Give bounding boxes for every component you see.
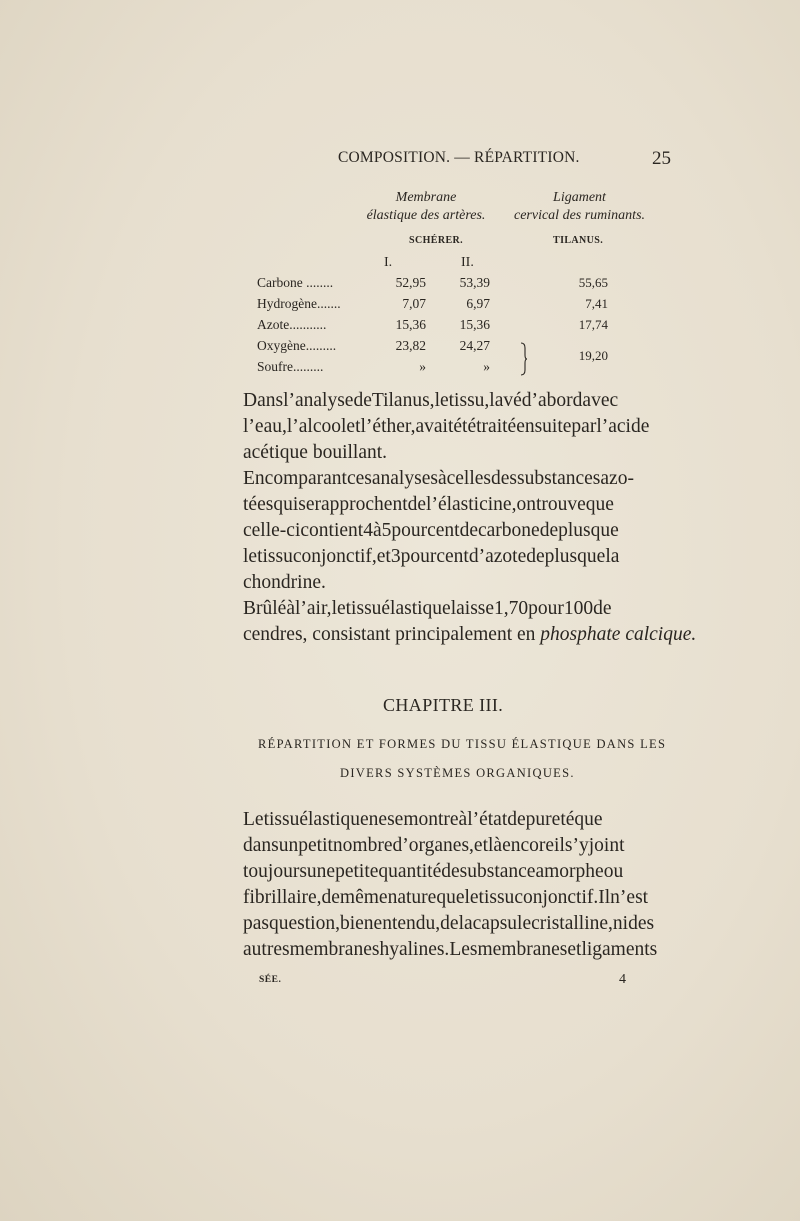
- value-scherer-i: »: [419, 359, 426, 374]
- sheet-number: 4: [619, 972, 626, 987]
- text-line: pasquestion,bienentendu,delacapsulecristalline,nides: [243, 913, 655, 934]
- subcolumn-i: I.: [384, 255, 393, 270]
- italic-term: phosphate calcique.: [540, 624, 697, 645]
- column-heading-ligament: [502, 189, 657, 225]
- paragraph: [243, 596, 697, 648]
- column-heading-line: cervical des ruminants.: [513, 208, 646, 223]
- value-tilanus: 7,41: [585, 296, 608, 311]
- page-number: 25: [652, 148, 671, 169]
- column-heading-membrane: [350, 189, 502, 225]
- text-line: téesquiserapprochentdel’élasticine,ontrouveque: [243, 494, 614, 515]
- value-scherer-ii: 53,39: [459, 275, 490, 290]
- text-line: acétique bouillant.: [243, 442, 388, 463]
- subcolumn-ii: II.: [461, 255, 474, 270]
- text-line: Encomparantcesanalysesàcellesdessubstancesazo-: [243, 468, 634, 489]
- text-line: chondrine.: [243, 572, 326, 593]
- row-label: Carbone ........: [257, 275, 334, 290]
- value-scherer-i: 7,07: [402, 296, 426, 311]
- column-heading-line: élastique des artères.: [366, 208, 486, 223]
- text-line: toujoursunepetitequantitédesubstanceamorpheou: [243, 861, 624, 882]
- value-scherer-ii: 6,97: [466, 296, 490, 311]
- row-label: Azote...........: [257, 317, 327, 332]
- value-tilanus-combined: 19,20: [578, 348, 608, 363]
- text-span: cendres, consistant principalement en: [243, 624, 536, 645]
- column-heading-line: Ligament: [553, 190, 606, 205]
- running-head: COMPOSITION. — RÉPARTITION.: [338, 149, 580, 166]
- paragraph: [243, 466, 673, 596]
- value-tilanus: 55,65: [578, 275, 608, 290]
- chapter-subtitle: DIVERS SYSTÈMES ORGANIQUES.: [340, 766, 575, 780]
- text-line: Brûléàl’air,letissuélastiquelaisse1,70pour100de: [243, 598, 612, 619]
- chapter-title: CHAPITRE III.: [383, 695, 504, 715]
- author-tilanus: TILANUS.: [553, 235, 604, 246]
- row-label: Hydrogène.......: [257, 296, 341, 311]
- text-line: letissuconjonctif,et3pourcentd’azotedeplusquela: [243, 546, 620, 567]
- paragraph: [243, 807, 673, 963]
- text-line: Dansl’analysedeTilanus,letissu,lavéd’abordavec: [243, 390, 619, 411]
- value-scherer-ii: 24,27: [459, 338, 490, 353]
- text-line: Letissuélastiquenesemontreàl’étatdepuretéque: [243, 809, 603, 830]
- text-line: celle-cicontient4à5pourcentdecarbonedeplusque: [243, 520, 619, 541]
- text-line: dansunpetitnombred’organes,etlàencoreils’yjoint: [243, 835, 625, 856]
- value-tilanus: 17,74: [578, 317, 608, 332]
- row-label: Oxygène.........: [257, 338, 337, 353]
- text-line: fibrillaire,demêmenaturequeletissuconjonctif.Iln’est: [243, 887, 649, 908]
- text-line: [243, 622, 697, 648]
- column-heading-line: Membrane: [395, 190, 457, 205]
- author-scherer: SCHÉRER.: [409, 235, 464, 246]
- value-scherer-i: 52,95: [395, 275, 426, 290]
- text-line: autresmembraneshyalines.Lesmembranesetligaments: [243, 939, 658, 960]
- brace-icon: [518, 342, 528, 376]
- text-line: l’eau,l’alcooletl’éther,avaitététraitéensuiteparl’acide: [243, 416, 650, 437]
- value-scherer-i: 15,36: [395, 317, 426, 332]
- paragraph: [243, 388, 673, 466]
- row-label: Soufre.........: [257, 359, 324, 374]
- printer-signature: SÉE.: [259, 975, 282, 985]
- value-scherer-ii: »: [483, 359, 490, 374]
- value-scherer-ii: 15,36: [459, 317, 490, 332]
- chapter-subtitle: RÉPARTITION ET FORMES DU TISSU ÉLASTIQUE DANS LES: [258, 737, 667, 751]
- value-scherer-i: 23,82: [395, 338, 426, 353]
